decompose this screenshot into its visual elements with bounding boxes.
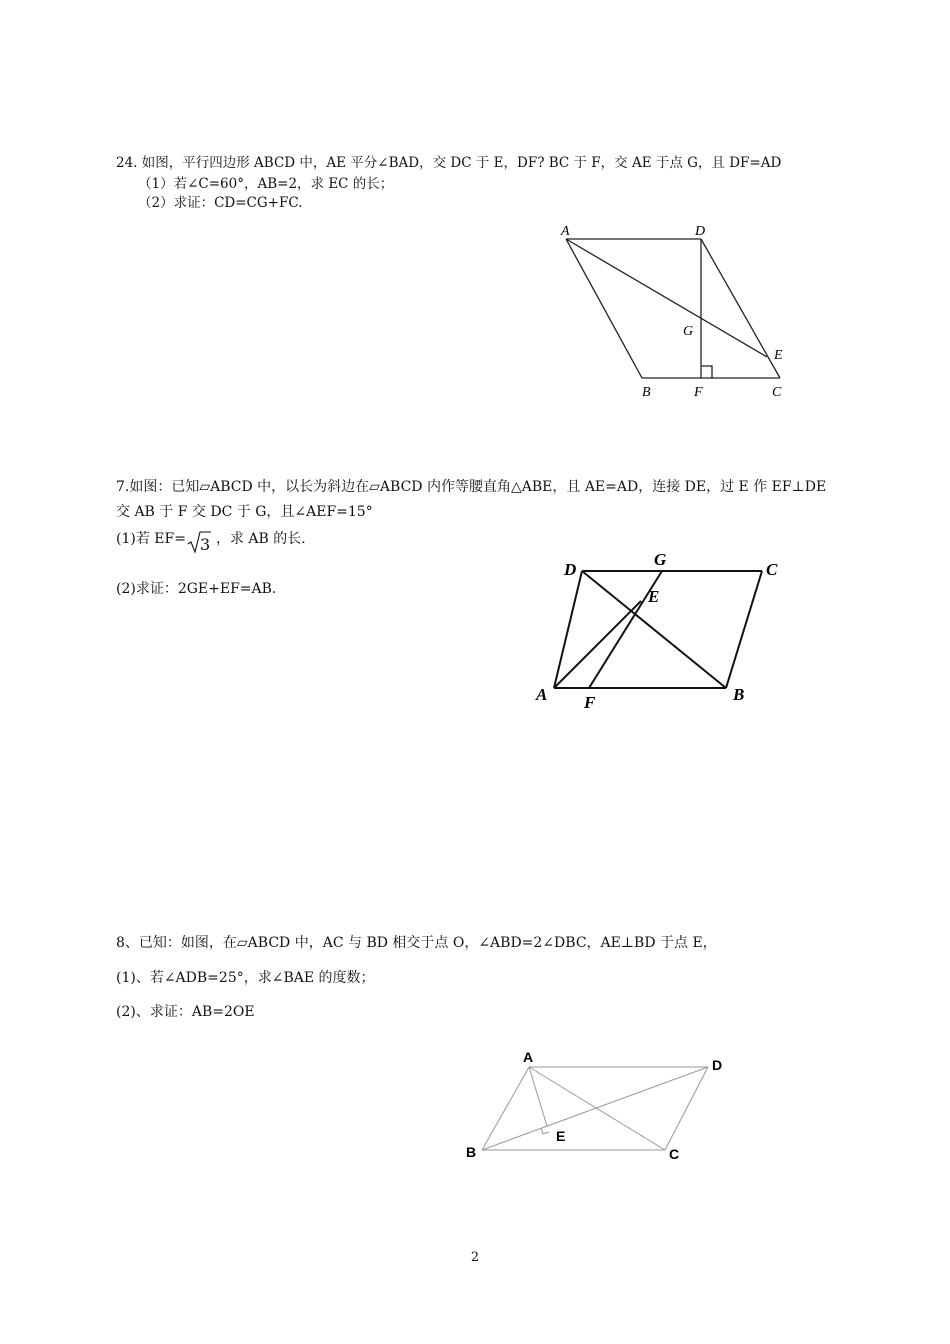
q8-line2: (1)、若∠ADB=25°，求∠BAE 的度数； xyxy=(116,970,375,986)
q7-segment-cb xyxy=(726,571,762,688)
q24-line1: 24. 如图，平行四边形 ABCD 中，AE 平分∠BAD，交 DC 于 E，DF? BC 于 F，交 AE 于点 G，且 DF=AD xyxy=(116,155,782,171)
q8-figure xyxy=(460,1045,735,1165)
q7-line2: 交 AB 于 F 交 DC 于 G，且∠AEF=15° xyxy=(116,504,373,520)
q8-label-b: B xyxy=(466,1144,477,1160)
q24-segment-dc xyxy=(701,239,780,378)
q7-label-g: G xyxy=(654,550,667,569)
q8-segment-bd xyxy=(482,1067,708,1150)
sqrt-symbol xyxy=(186,529,212,555)
q8-segment-dc xyxy=(665,1067,708,1150)
q24-figure xyxy=(555,218,795,408)
q24-segment-ae xyxy=(566,239,767,357)
page-number: 2 xyxy=(470,1250,480,1265)
q7-label-a: A xyxy=(536,685,548,704)
q8-label-d: D xyxy=(712,1057,723,1073)
q8-segment-ab xyxy=(482,1067,529,1150)
q24-right-angle-mark xyxy=(701,366,712,378)
q7-sqrt-radicand: 3 xyxy=(199,535,211,554)
q7-figure xyxy=(530,545,795,720)
q7-segment-ad xyxy=(554,571,582,688)
q8-segment-ac xyxy=(529,1067,665,1150)
q24-label-d: D xyxy=(695,224,706,239)
q7-label-f: F xyxy=(584,693,596,712)
q7-line3 xyxy=(116,528,306,555)
q24-label-g: G xyxy=(683,324,694,339)
q8-label-a: A xyxy=(523,1049,534,1065)
q24-label-a: A xyxy=(561,224,570,239)
q7-line3-suffix: ，求 AB 的长. xyxy=(215,531,306,547)
q24-label-f: F xyxy=(694,385,703,400)
q8-right-angle-mark xyxy=(541,1128,549,1134)
q7-label-d: D xyxy=(564,560,577,579)
q7-line3-prefix: (1)若 EF= xyxy=(116,531,186,547)
q24-line2: （1）若∠C=60°，AB=2，求 EC 的长； xyxy=(138,176,394,192)
q24-line3: （2）求证：CD=CG+FC. xyxy=(138,195,303,211)
q7-line4: (2)求证：2GE+EF=AB. xyxy=(116,581,277,597)
q8-line1: 8、已知：如图，在▱ABCD 中，AC 与 BD 相交于点 O，∠ABD=2∠DBC，AE⊥BD 于点 E， xyxy=(116,935,717,951)
q7-label-b: B xyxy=(733,685,745,704)
q24-label-c: C xyxy=(772,385,782,400)
q24-label-b: B xyxy=(642,385,651,400)
q7-label-e: E xyxy=(648,587,660,606)
q7-line1: 7.如图：已知▱ABCD 中，以长为斜边在▱ABCD 内作等腰直角△ABE，且 AE=AD，连接 DE，过 E 作 EF⊥DE xyxy=(116,479,827,495)
q7-label-c: C xyxy=(766,560,778,579)
q8-line3: (2)、求证：AB=2OE xyxy=(116,1004,255,1020)
q8-label-c: C xyxy=(669,1146,680,1162)
q8-label-e: E xyxy=(556,1128,566,1144)
q24-label-e: E xyxy=(774,348,783,363)
q24-segment-ab xyxy=(566,239,642,378)
